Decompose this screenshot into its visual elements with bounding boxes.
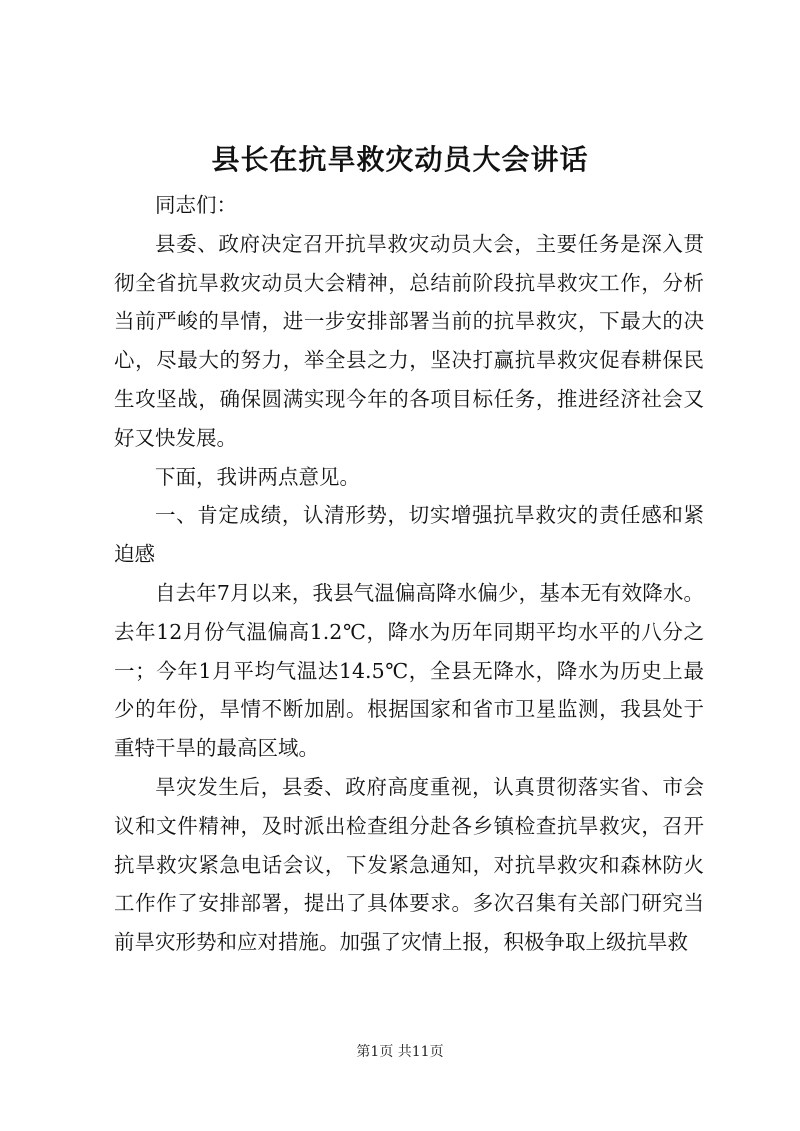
document-body — [114, 186, 704, 962]
page-footer: 第1页 共11页 — [356, 1044, 444, 1060]
document-title: 县长在抗旱救灾动员大会讲话 — [211, 143, 589, 176]
body-paragraph: 县委、政府决定召开抗旱救灾动员大会，主要任务是深入贯彻全省抗旱救灾动员大会精神，总结前阶段抗旱救灾工作，分析当前严峻的旱情，进一步安排部署当前的抗旱救灾，下最大的决心，尽最大的努力，举全县之力，坚决打赢抗旱救灾促春耕保民生攻坚战，确保圆满实现今年的各项目标任务，推进经济社会又好又快发展。 — [114, 231, 704, 450]
body-paragraph: 旱灾发生后，县委、政府高度重视，认真贯彻落实省、市会议和文件精神，及时派出检查组分赴各乡镇检查抗旱救灾，召开抗旱救灾紧急电话会议，下发紧急通知，对抗旱救灾和森林防火工作作了安排部署，提出了具体要求。多次召集有关部门研究当前旱灾形势和应对措施。加强了灾情上报，积极争取上级抗旱救 — [114, 774, 704, 955]
salutation-paragraph: 同志们： — [155, 193, 237, 217]
body-paragraph: 下面，我讲两点意见。 — [155, 464, 360, 489]
body-paragraph: 自去年7月以来，我县气温偏高降水偏少，基本无有效降水。去年12月份气温偏高1.2℃，降水为历年同期平均水平的八分之一；今年1月平均气温达14.5℃，全县无降水，降水为历史上最少的年份，旱情不断加剧。根据国家和省市卫星监测，我县处于重特干旱的最高区域。 — [114, 580, 704, 761]
section-heading: 一、肯定成绩，认清形势，切实增强抗旱救灾的责任感和紧迫感 — [114, 503, 704, 567]
